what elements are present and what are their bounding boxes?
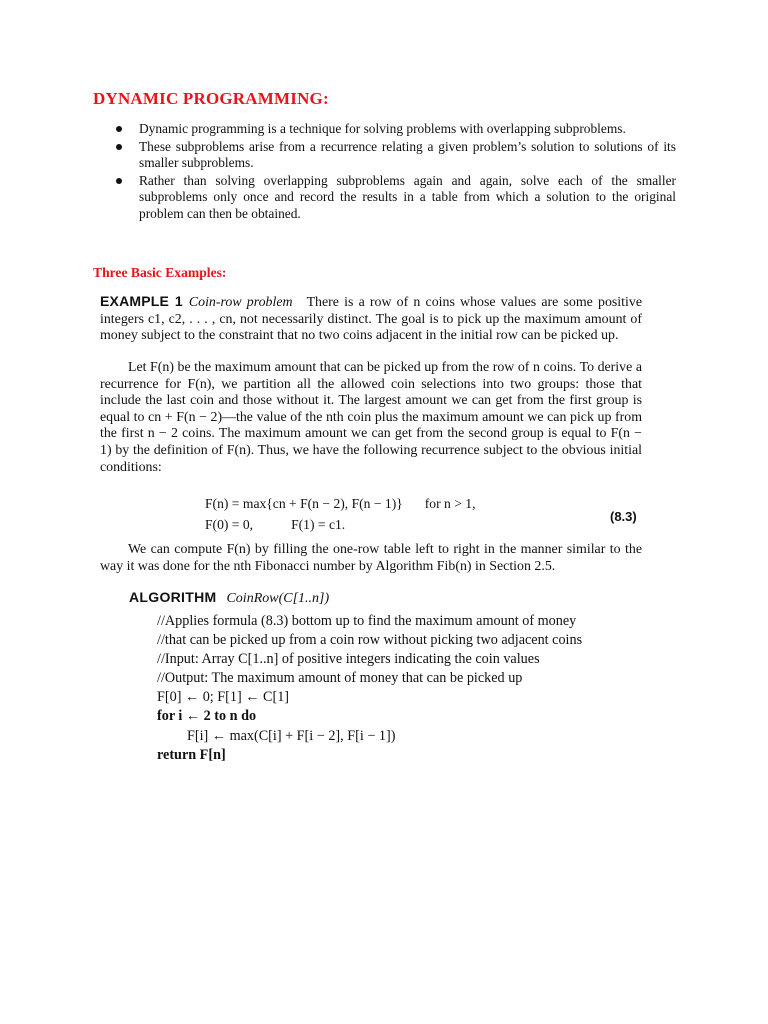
algorithm-comment: //Input: Array C[1..n] of positive integers indicating the coin values: [157, 651, 540, 667]
recurrence-formula: F(n) = max{cn + F(n − 2), F(n − 1)}: [205, 496, 403, 511]
initial-condition-1: F(1) = c1.: [291, 517, 346, 532]
example-paragraph-3: We can compute F(n) by filling the one-row table left to right in the manner similar to the way it was done for the nth Fibonacci number by Algorithm Fib(n) in Section 2.5.: [100, 542, 642, 574]
bullet-icon: [116, 126, 122, 132]
example-label: EXAMPLE 1: [100, 293, 183, 309]
algorithm-comment: //Applies formula (8.3) bottom up to find the maximum amount of money: [157, 613, 577, 629]
algorithm-code-line: F[0] ← 0; F[1] ← C[1]: [157, 689, 290, 705]
example-paragraph-2: Let F(n) be the maximum amount that can be picked up from the row of n coins. To derive a recurrence for F(n), we partition all the allowed coin selections into two groups: those that include the last coin and those without it. The largest amount we can get from the first group is equal to cn + F(n − 2)—the value of the nth coin plus the maximum amount we can pick up from the first n − 2 coins. The maximum amount we can get from the second group is equal to F(n − 1) by the definition of F(n). Thus, we have the following recurrence subject to the obvious initial conditions:: [100, 360, 642, 475]
list-item: Rather than solving overlapping subproblems again and again, solve each of the smaller subproblems only once and record the results in a table from which a solution to the original problem can then be obtained.: [114, 173, 676, 223]
recurrence-condition: for n > 1,: [424, 496, 476, 511]
equation-number: (8.3): [610, 509, 637, 524]
algorithm-code-line: F[i] ← max(C[i] + F[i − 2], F[i − 1]): [187, 728, 396, 744]
recurrence-line-1: [205, 496, 475, 512]
initial-condition-0: F(0) = 0,: [205, 517, 254, 532]
list-item: These subproblems arise from a recurrence relating a given problem’s solution to solutions of its smaller subproblems.: [114, 139, 676, 172]
list-item: Dynamic programming is a technique for solving problems with overlapping subproblems.: [114, 121, 676, 138]
algorithm-header: [129, 589, 329, 607]
recurrence-line-2: [205, 517, 345, 533]
algorithm-label: ALGORITHM: [129, 589, 217, 605]
algorithm-code-line: for i ← 2 to n do: [157, 708, 257, 724]
page-title: DYNAMIC PROGRAMMING:: [93, 89, 329, 108]
example-paragraph-1: [100, 293, 642, 345]
example-name: Coin-row problem: [188, 295, 293, 310]
bullet-list: [114, 121, 676, 223]
section-heading: Three Basic Examples:: [93, 265, 227, 280]
algorithm-comment: //that can be picked up from a coin row without picking two adjacent coins: [157, 632, 583, 648]
algorithm-code-line: return F[n]: [157, 747, 226, 763]
example-text: There is a row of n coins whose values are some positive integers c1, c2, . . . , cn, not necessarily distinct. The goal is to pick up the maximum amount of money subject to the constraint that no two coins adjacent in the initial row can be picked up.: [100, 295, 642, 344]
algorithm-name: CoinRow(C[1..n]): [226, 591, 330, 606]
algorithm-comment: //Output: The maximum amount of money that can be picked up: [157, 670, 523, 686]
bullet-icon: [116, 178, 122, 184]
bullet-icon: [116, 144, 122, 150]
